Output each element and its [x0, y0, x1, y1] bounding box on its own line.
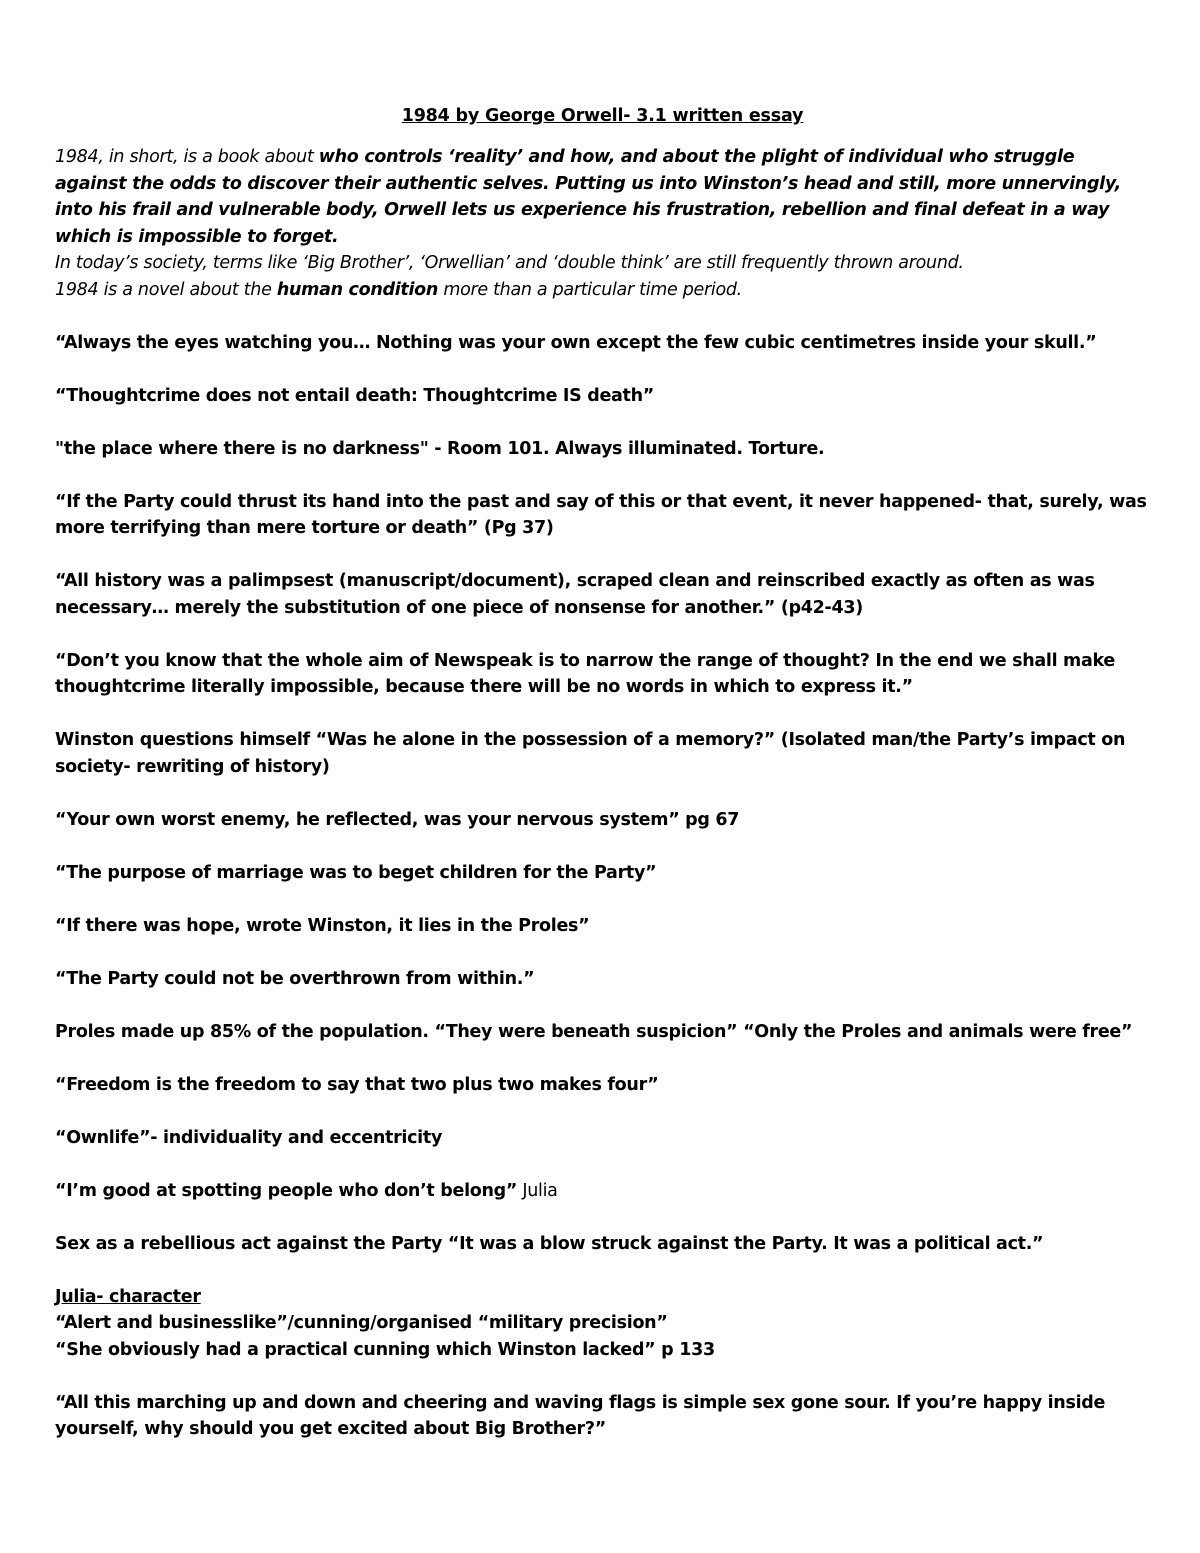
intro-line-3-bold: human condition [276, 279, 439, 300]
intro-line-3-end: more than a particular time period. [438, 279, 742, 300]
quote-party-past: “If the Party could thrust its hand into the past and say of this or that event, it never happened- that, surely, was more terrifying than mere torture or death” (Pg 37) [55, 491, 1147, 538]
quote-nervous-system: “Your own worst enemy, he reflected, was your nervous system” pg 67 [55, 809, 740, 830]
quote-ownlife: “Ownlife”- individuality and eccentricity [55, 1127, 443, 1148]
intro-line-1-bold: who controls ‘reality’ and how, and about the plight of individual who struggle against the odds to discover their authentic selves. Putting us into Winston’s head and still, more unnervingly, into his frail and vulnerable body, Orwell lets us experience his frustration, rebellion and final defeat in a way which is impossible to forget. [55, 147, 1121, 247]
quote-julia-spotting [55, 1178, 1150, 1205]
julia-line-alert: “Alert and businesslike”/cunning/organised “military precision” [55, 1313, 668, 1333]
quote-proles-population: Proles made up 85% of the population. “They were beneath suspicion” “Only the Proles and animals were free” [55, 1021, 1133, 1042]
quote-julia-spotting-text: “I’m good at spotting people who don’t belong” [55, 1180, 518, 1201]
document-body [55, 106, 1150, 1443]
document-title: 1984 by George Orwell- 3.1 written essay [401, 106, 804, 126]
quote-julia-spotting-speaker: Julia [517, 1180, 558, 1201]
quote-eyes-watching: “Always the eyes watching you… Nothing was your own except the few cubic centimetres inside your skull.” [55, 332, 1097, 353]
quote-newspeak: “Don’t you know that the whole aim of Newspeak is to narrow the range of thought? In the end we shall make thoughtcrime literally impossible, because there will be no words in which to express it.” [55, 650, 1115, 697]
intro-paragraph [55, 144, 1150, 303]
quote-overthrown: “The Party could not be overthrown from within.” [55, 968, 535, 989]
quote-freedom: “Freedom is the freedom to say that two plus two makes four” [55, 1074, 659, 1095]
julia-line-cunning: “She obviously had a practical cunning which Winston lacked” p 133 [55, 1339, 715, 1360]
intro-line-3-start: 1984 is a novel about the [55, 279, 277, 300]
intro-line-2: In today’s society, terms like ‘Big Brother’, ‘Orwellian’ and ‘double think’ are still frequently thrown around. [55, 253, 964, 273]
julia-heading: Julia- character [55, 1286, 201, 1307]
quote-room-101: "the place where there is no darkness" - Room 101. Always illuminated. Torture. [55, 438, 825, 459]
quote-thoughtcrime-death: “Thoughtcrime does not entail death: Thoughtcrime IS death” [55, 385, 654, 406]
julia-section [55, 1284, 1150, 1443]
quote-memory: Winston questions himself “Was he alone in the possession of a memory?” (Isolated man/the Party’s impact on society- rewriting of history) [55, 730, 1126, 777]
quote-palimpsest: “All history was a palimpsest (manuscript/document), scraped clean and reinscribed exactly as often as was necessary… merely the substitution of one piece of nonsense for another.” (p42-43) [55, 571, 1095, 618]
julia-line-marching: “All this marching up and down and cheering and waving flags is simple sex gone sour. If you’re happy inside yourself, why should you get excited about Big Brother?” [55, 1392, 1106, 1439]
intro-line-1-start: 1984, in short, is a book about [55, 147, 319, 167]
quote-marriage: “The purpose of marriage was to beget children for the Party” [55, 862, 657, 883]
quote-political-act: Sex as a rebellious act against the Party “It was a blow struck against the Party. It was a political act.” [55, 1233, 1044, 1254]
quote-hope-proles: “If there was hope, wrote Winston, it lies in the Proles” [55, 915, 590, 936]
